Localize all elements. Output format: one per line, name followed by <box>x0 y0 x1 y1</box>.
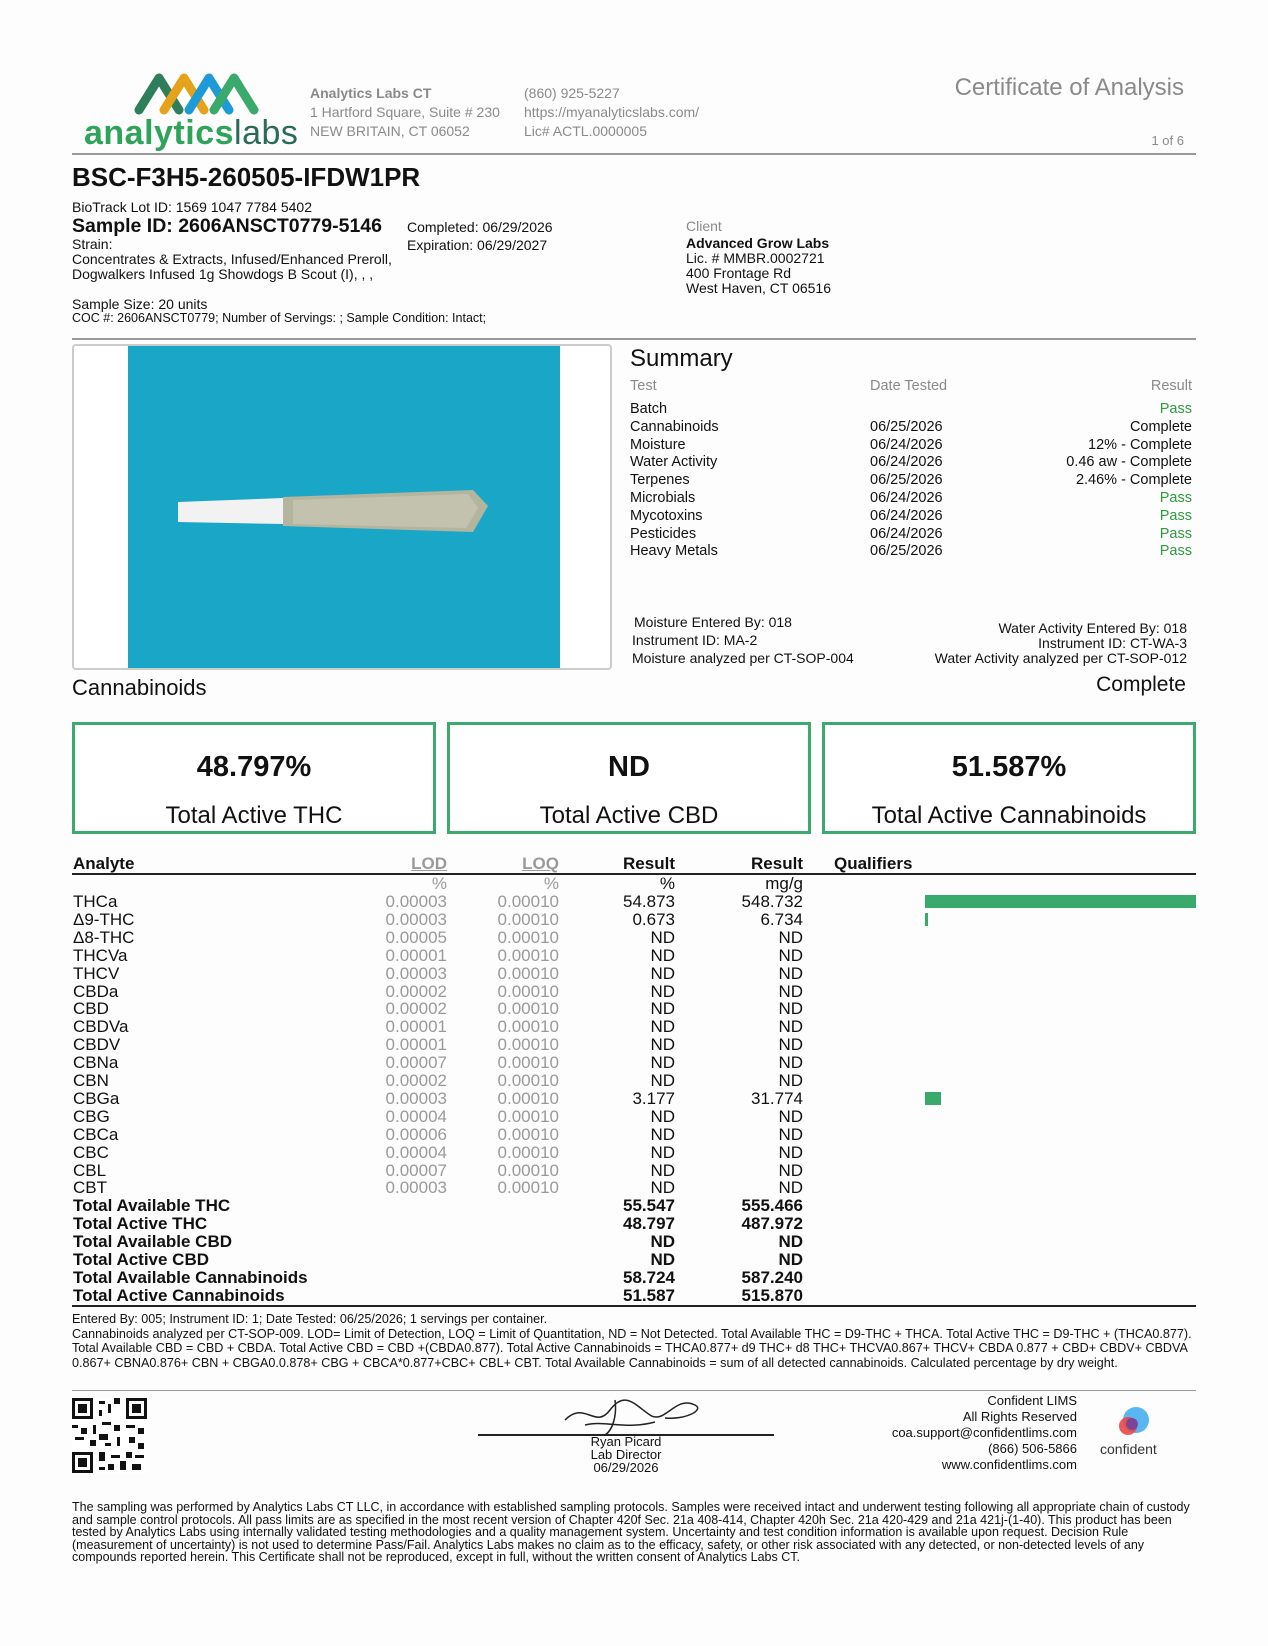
summary-result: Pass <box>1159 401 1192 417</box>
summary-result: Pass <box>1159 507 1192 524</box>
analyte-lod: 0.00001 <box>385 1017 447 1037</box>
summary-result: Pass <box>1159 525 1192 542</box>
summary-result: 12% - Complete <box>1088 436 1192 453</box>
total-result-mg: ND <box>778 1231 803 1251</box>
summary-row <box>630 490 1190 508</box>
cannabinoid-entered-by: Entered By: 005; Instrument ID: 1; Date Tested: 06/25/2026; 1 servings per container. <box>72 1312 548 1326</box>
signatory-title: Lab Director <box>590 1447 662 1462</box>
summary-date: 06/24/2026 <box>870 507 943 524</box>
lims-phone: (866) 506-5866 <box>988 1441 1077 1456</box>
col-qualifiers: Qualifiers <box>834 854 913 873</box>
moisture-entered-by: Moisture Entered By: 018 <box>634 614 792 630</box>
analyte-result-mg: ND <box>778 1017 803 1037</box>
summary-row <box>630 401 1190 419</box>
total-result-pct: ND <box>650 1249 675 1269</box>
analyte-row <box>73 1000 1195 1018</box>
signature-image <box>555 1390 715 1440</box>
signatory-name: Ryan Picard <box>590 1434 662 1449</box>
analyte-result-mg: ND <box>778 1071 803 1090</box>
col-analyte: Analyte <box>73 854 135 873</box>
analyte-result-mg: 31.774 <box>751 1088 803 1108</box>
summary-row <box>630 437 1190 455</box>
analyte-result-pct: 0.673 <box>632 909 675 929</box>
analyte-lod: 0.00004 <box>385 1142 447 1162</box>
biotrack-lot: BioTrack Lot ID: 1569 1047 7784 5402 <box>72 199 312 215</box>
analyte-lod: 0.00006 <box>385 1124 447 1144</box>
analyte-row <box>73 1162 1195 1180</box>
analyte-row <box>73 911 1195 929</box>
lab-info <box>310 84 500 141</box>
summary-row <box>630 508 1190 526</box>
analyte-name: CBG <box>73 1106 110 1126</box>
summary-row <box>630 526 1190 544</box>
total-active-cannabinoids-label: Total Active Cannabinoids <box>871 802 1147 829</box>
total-active-thc-value: 48.797% <box>196 751 312 783</box>
total-active-cbd-box <box>447 722 811 834</box>
analyte-loq: 0.00010 <box>497 892 559 911</box>
analyte-loq: 0.00010 <box>497 945 559 965</box>
analyte-loq: 0.00010 <box>497 963 559 983</box>
lims-website[interactable]: www.confidentlims.com <box>941 1457 1077 1472</box>
analyte-result-pct: ND <box>650 981 675 1001</box>
qualifier-bar <box>925 913 928 926</box>
water-activity-notes <box>935 621 1187 666</box>
summary-test: Mycotoxins <box>630 507 703 524</box>
analyte-row <box>73 983 1195 1001</box>
summary-row <box>630 419 1190 437</box>
summary-title: Summary <box>630 345 733 372</box>
total-result-pct: 58.724 <box>623 1267 675 1287</box>
analyte-result-mg: ND <box>778 963 803 983</box>
analyte-lod: 0.00004 <box>385 1106 447 1126</box>
total-result-pct: 48.797 <box>623 1213 675 1233</box>
analyte-lod: 0.00001 <box>385 1035 447 1055</box>
analyte-loq: 0.00010 <box>497 1035 559 1055</box>
moisture-notes <box>632 613 854 667</box>
analyte-loq: 0.00010 <box>497 1178 559 1198</box>
analyte-loq: 0.00010 <box>497 1160 559 1180</box>
sample-photo <box>128 346 560 668</box>
analyte-result-mg: 6.734 <box>760 909 803 929</box>
total-result-mg: 515.870 <box>741 1285 803 1305</box>
summary-result: 2.46% - Complete <box>1075 472 1192 489</box>
unit-loq: % <box>543 874 559 893</box>
analyte-result-pct: ND <box>650 945 675 965</box>
page-number: 1 of 6 <box>1151 133 1184 148</box>
analyte-result-pct: ND <box>650 1178 675 1198</box>
client-address-1: 400 Frontage Rd <box>686 265 792 281</box>
total-result-pct: ND <box>650 1231 675 1251</box>
col-result-mg: Result <box>751 854 803 873</box>
analyte-result-mg: ND <box>778 1106 803 1126</box>
legal-disclaimer: The sampling was performed by Analytics Labs CT LLC, in accordance with established sampling protocols. Samples were received intact and underwent testing following all appropriate chain of custody and sample control protocols. All pass limits are as specified in the most recent version of Chapter 420f Sec. 21a 408-414, Chapter 420h Sec. 21a 420-429 and 21a 421j-(1-40). This product has been tested by Analytics Labs using internally validated testing methodologies and a quality management system. Uncertainty and test condition information is available upon request. Decision Rule (measurement of uncertainty) is not used to determine Pass/Fail. Analytics Labs makes no claim as to the efficacy, safety, or other risk associated with any detected, or non-detected levels of any compounds reported herein. This Certificate shall not be reproduced, except in full, without the written consent of Analytics Labs CT. <box>72 1500 1190 1564</box>
analyte-row <box>73 1090 1195 1108</box>
qualifier-bar <box>925 1092 941 1105</box>
col-loq: LOQ <box>522 854 559 873</box>
table-bottom-line <box>72 1305 1196 1307</box>
summary-col-result: Result <box>1150 378 1192 394</box>
analyte-result-mg: ND <box>778 1178 803 1198</box>
cannabinoid-method-note: Cannabinoids analyzed per CT-SOP-009. LOD= Limit of Detection, LOQ = Limit of Quantitation, ND = Not Detected. Total Available THC = D9-THC + THCA. Total Active THC = D9-THC + (THCA0.877). Total Available CBD = CBD + CBDA. Total Active CBD = CBD +(CBDA0.877). Total Active Cannabinoids = THCA0.877+ d9 THC+ d8 THC+ THCVA0.867+ THCV+ CBDA 0.877 + CBD+ CBDV+ CBDVA 0.867+ CBNA0.876+ CBN + CBGA0.0.878+ CBG + CBCA*0.877+CBC+ CBL+ CBT. Total Available Cannabinoids = sum of all detected cannabinoids. Calculated percentage by dry weight. <box>72 1326 1192 1370</box>
lims-name: Confident LIMS <box>987 1393 1077 1408</box>
analyte-result-pct: ND <box>650 1053 675 1073</box>
total-result-pct: 51.587 <box>623 1285 675 1305</box>
client-address-2: West Haven, CT 06516 <box>686 280 832 296</box>
coc-line: COC #: 2606ANSCT0779; Number of Servings: ; Sample Condition: Intact; <box>72 311 487 325</box>
lab-license: Lic# ACTL.0000005 <box>524 123 647 139</box>
lims-info <box>892 1393 1077 1473</box>
header-divider <box>72 153 1196 155</box>
strain-label: Strain: <box>72 236 113 252</box>
analyte-table-units <box>73 875 1195 893</box>
analyte-name: Δ9-THC <box>73 909 135 929</box>
total-active-cbd-label: Total Active CBD <box>539 802 719 829</box>
analyte-result-mg: ND <box>778 927 803 947</box>
total-active-thc-box <box>72 722 436 834</box>
analyte-result-pct: ND <box>650 1017 675 1037</box>
analyte-loq: 0.00010 <box>497 1106 559 1126</box>
analyte-result-pct: 3.177 <box>632 1088 675 1108</box>
analyte-loq: 0.00010 <box>497 999 559 1019</box>
analyte-name: CBCa <box>73 1124 119 1144</box>
summary-date: 06/24/2026 <box>870 490 943 506</box>
total-result-mg: ND <box>778 1249 803 1269</box>
summary-header <box>630 378 1190 396</box>
analyte-row <box>73 1179 1195 1197</box>
logo-wordmark: analyticslabs <box>84 114 299 152</box>
unit-result-mg: mg/g <box>765 874 803 893</box>
total-row <box>73 1197 1195 1215</box>
summary-test: Moisture <box>630 436 686 453</box>
analyte-name: CBL <box>73 1160 107 1180</box>
total-name: Total Active CBD <box>73 1249 210 1269</box>
total-active-cannabinoids-box <box>822 722 1196 834</box>
analyte-result-pct: ND <box>650 1106 675 1126</box>
analyte-row <box>73 965 1195 983</box>
analyte-lod: 0.00002 <box>385 981 447 1001</box>
analyte-result-pct: ND <box>650 1124 675 1144</box>
total-row <box>73 1251 1195 1269</box>
analyte-name: CBNa <box>73 1053 119 1073</box>
total-active-cannabinoids-value: 51.587% <box>951 751 1067 783</box>
analyte-result-pct: ND <box>650 1160 675 1180</box>
analyte-result-pct: ND <box>650 999 675 1019</box>
analyte-lod: 0.00002 <box>385 1071 447 1090</box>
analyte-lod: 0.00005 <box>385 927 447 947</box>
confident-logo-text: confident <box>1100 1441 1157 1457</box>
cannabinoid-notes <box>72 1312 1192 1370</box>
analyte-result-pct: ND <box>650 1035 675 1055</box>
unit-result-pct: % <box>659 874 675 893</box>
analyte-row <box>73 1108 1195 1126</box>
analyte-name: CBDVa <box>73 1017 129 1037</box>
logo-mark-icon <box>84 70 284 116</box>
unit-lod: % <box>431 874 447 893</box>
analyte-name: CBDa <box>73 981 119 1001</box>
summary-row <box>630 454 1190 472</box>
info-divider <box>72 338 1196 340</box>
lab-phone: (860) 925-5227 <box>524 85 620 101</box>
analyte-name: CBGa <box>73 1088 120 1108</box>
analyte-lod: 0.00007 <box>385 1160 447 1180</box>
analyte-name: Δ8-THC <box>73 927 135 947</box>
client-name: Advanced Grow Labs <box>686 235 830 251</box>
sample-size: Sample Size: 20 units <box>72 296 208 312</box>
product-name: Dogwalkers Infused 1g Showdogs B Scout (I), , , <box>72 266 374 282</box>
analyte-result-mg: ND <box>778 1124 803 1144</box>
analyte-loq: 0.00010 <box>497 1053 559 1073</box>
analyte-result-mg: ND <box>778 999 803 1019</box>
total-row <box>73 1269 1195 1287</box>
analyte-name: THCa <box>73 892 118 911</box>
lab-logo <box>84 70 299 160</box>
total-name: Total Available Cannabinoids <box>73 1267 308 1287</box>
client-block <box>686 219 831 296</box>
total-row <box>73 1215 1195 1233</box>
analyte-result-mg: 548.732 <box>741 892 803 911</box>
analyte-row <box>73 1018 1195 1036</box>
summary-col-date: Date Tested <box>870 378 948 394</box>
analyte-loq: 0.00010 <box>497 1088 559 1108</box>
analyte-row <box>73 1054 1195 1072</box>
lab-address-2: NEW BRITAIN, CT 06052 <box>310 123 470 139</box>
analyte-result-mg: ND <box>778 1160 803 1180</box>
doc-title: Certificate of Analysis <box>954 74 1184 101</box>
summary-date: 06/25/2026 <box>870 543 943 560</box>
summary-test: Cannabinoids <box>630 418 719 435</box>
dates-block <box>407 218 553 254</box>
analyte-name: CBC <box>73 1142 109 1162</box>
analyte-row <box>73 1072 1195 1090</box>
moisture-instrument: Instrument ID: MA-2 <box>632 632 758 648</box>
summary-result: Pass <box>1159 543 1192 560</box>
summary-date: 06/24/2026 <box>870 525 943 542</box>
analyte-name: THCVa <box>73 945 128 965</box>
summary-test: Water Activity <box>630 454 718 471</box>
analyte-result-mg: ND <box>778 945 803 965</box>
summary-date: 06/24/2026 <box>870 454 943 471</box>
col-result-pct: Result <box>623 854 675 873</box>
analyte-name: CBT <box>73 1178 107 1198</box>
cannabinoids-status: Complete <box>1096 673 1186 696</box>
analyte-table-header <box>73 855 1195 873</box>
analyte-result-mg: ND <box>778 1142 803 1162</box>
lims-email[interactable]: coa.support@confidentlims.com <box>891 1425 1077 1440</box>
analyte-lod: 0.00003 <box>385 963 447 983</box>
completed-date: Completed: 06/29/2026 <box>407 219 553 235</box>
summary-date: 06/25/2026 <box>870 418 943 435</box>
total-active-thc-label: Total Active THC <box>165 802 343 829</box>
analyte-row <box>73 1036 1195 1054</box>
signature-date: 06/29/2026 <box>593 1460 659 1475</box>
total-result-mg: 555.466 <box>741 1196 803 1215</box>
analyte-loq: 0.00010 <box>497 1071 559 1090</box>
analyte-lod: 0.00002 <box>385 999 447 1019</box>
total-name: Total Available CBD <box>73 1231 233 1251</box>
qr-code-icon[interactable] <box>72 1398 147 1473</box>
col-lod: LOD <box>411 854 447 873</box>
analyte-name: CBD <box>73 999 109 1019</box>
cannabinoids-title: Cannabinoids <box>72 675 207 700</box>
summary-test: Pesticides <box>630 525 697 542</box>
analyte-row <box>73 1144 1195 1162</box>
lab-name: Analytics Labs CT <box>310 85 432 101</box>
analyte-row <box>73 1126 1195 1144</box>
analyte-loq: 0.00010 <box>497 1017 559 1037</box>
summary-result: Complete <box>1129 418 1192 435</box>
sample-id: Sample ID: 2606ANSCT0779-5146 <box>72 215 382 237</box>
total-result-mg: 587.240 <box>741 1267 803 1287</box>
analyte-result-mg: ND <box>778 981 803 1001</box>
moisture-sop: Moisture analyzed per CT-SOP-004 <box>632 650 854 666</box>
analyte-lod: 0.00001 <box>385 945 447 965</box>
analyte-lod: 0.00003 <box>385 1178 447 1198</box>
sample-photo-frame <box>72 344 612 670</box>
analyte-result-pct: ND <box>650 1142 675 1162</box>
analyte-loq: 0.00010 <box>497 1142 559 1162</box>
total-row <box>73 1233 1195 1251</box>
lims-rights: All Rights Reserved <box>962 1409 1077 1424</box>
analyte-lod: 0.00003 <box>385 892 447 911</box>
analyte-loq: 0.00010 <box>497 981 559 1001</box>
analyte-lod: 0.00003 <box>385 909 447 929</box>
summary-col-test: Test <box>630 378 657 394</box>
analyte-result-pct: 54.873 <box>623 892 675 911</box>
total-result-mg: 487.972 <box>741 1213 803 1233</box>
wa-instrument: Instrument ID: CT-WA-3 <box>1038 635 1187 651</box>
summary-result: Pass <box>1159 490 1192 506</box>
total-name: Total Active Cannabinoids <box>73 1285 285 1305</box>
total-name: Total Available THC <box>73 1196 231 1215</box>
qualifier-bar <box>925 895 1196 908</box>
summary-result: 0.46 aw - Complete <box>1066 454 1192 471</box>
total-name: Total Active THC <box>73 1213 208 1233</box>
analyte-name: CBN <box>73 1071 109 1090</box>
analyte-result-mg: ND <box>778 1035 803 1055</box>
analyte-lod: 0.00007 <box>385 1053 447 1073</box>
summary-test: Heavy Metals <box>630 543 718 560</box>
analyte-loq: 0.00010 <box>497 909 559 929</box>
analyte-lod: 0.00003 <box>385 1088 447 1108</box>
summary-test: Batch <box>630 401 668 417</box>
analyte-result-mg: ND <box>778 1053 803 1073</box>
summary-test: Terpenes <box>630 472 690 489</box>
strain-block <box>72 237 392 282</box>
expiration-date: Expiration: 06/29/2027 <box>407 237 548 253</box>
analyte-row <box>73 947 1195 965</box>
batch-id: BSC-F3H5-260505-IFDW1PR <box>72 162 421 192</box>
confident-logo-icon <box>1110 1404 1160 1440</box>
summary-date: 06/25/2026 <box>870 472 943 489</box>
lab-website[interactable]: https://myanalyticslabs.com/ <box>524 104 700 120</box>
wa-sop: Water Activity analyzed per CT-SOP-012 <box>934 650 1187 666</box>
summary-row <box>630 472 1190 490</box>
wa-entered-by: Water Activity Entered By: 018 <box>998 620 1187 636</box>
lab-address-1: 1 Hartford Square, Suite # 230 <box>310 104 500 120</box>
total-row <box>73 1287 1195 1305</box>
analyte-loq: 0.00010 <box>497 927 559 947</box>
analyte-result-pct: ND <box>650 927 675 947</box>
total-result-pct: 55.547 <box>623 1196 675 1215</box>
summary-row <box>630 543 1190 561</box>
analyte-result-pct: ND <box>650 1071 675 1090</box>
summary-date: 06/24/2026 <box>870 436 943 453</box>
lab-contact <box>524 84 699 141</box>
total-active-cbd-value: ND <box>608 751 650 783</box>
summary-test: Microbials <box>630 490 696 506</box>
analyte-row <box>73 929 1195 947</box>
analyte-result-pct: ND <box>650 963 675 983</box>
analyte-name: CBDV <box>73 1035 121 1055</box>
client-license: Lic. # MMBR.0002721 <box>686 250 825 266</box>
analyte-name: THCV <box>73 963 120 983</box>
product-category: Concentrates & Extracts, Infused/Enhanced Preroll, <box>72 251 392 267</box>
client-label: Client <box>686 218 722 234</box>
analyte-loq: 0.00010 <box>497 1124 559 1144</box>
signatory-block <box>478 1435 774 1474</box>
